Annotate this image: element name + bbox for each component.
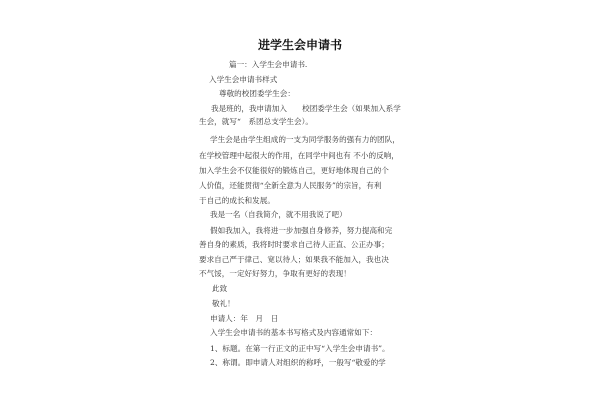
text-line: 入学生会申请书的基本书写格式及内容通常如下： (210, 328, 378, 337)
text-line: 篇一：入学生会申请书. (229, 60, 308, 69)
text-line: 要求自己严于律己、宽以待人；如果我不能加入，我也决 (199, 255, 389, 264)
text-line: 2、称谓。即申请人对组织的称呼，一般写“敬爱的学 (210, 358, 386, 367)
text-line: 假如我加入，我将进一步加强自身修养，努力提高和完 (210, 226, 393, 235)
text-line: 尊敬的校团委学生会： (219, 89, 295, 98)
text-line: 我是一名（自我简介，就不用我说了吧） (210, 210, 347, 219)
text-line: 善自身的素质，我将时时要求自己待人正直、公正办事； (199, 240, 389, 249)
text-line: 生会，就写“ 系团总支学生会）。 (199, 117, 313, 126)
text-line: 在学校管理中起很大的作用，在同学中间也有 不小的反响， (199, 151, 399, 160)
text-line: 入学生会申请书样式 (209, 75, 278, 84)
text-line: 加入学生会不仅能很好的锻炼自己，更好地体现自己的个 (199, 166, 389, 175)
text-line: 此致 (212, 284, 228, 293)
text-line: 申请人：年 月 日 (210, 314, 279, 323)
document-title: 进学生会申请书 (257, 38, 342, 52)
text-line: 学生会是由学生组成的一支为同学服务的强有力的团队， (210, 135, 400, 144)
text-line: 我是班的，我申请加入 校团委学生会（如果加入系学 (211, 104, 401, 113)
text-line: 敬礼！ (212, 299, 235, 308)
text-line: 1、标题。在第一行正文的正中写“入学生会申请书”。 (210, 344, 390, 353)
text-line: 不气馁，一定好好努力，争取有更好的表现！ (199, 269, 351, 278)
text-line: 于自己的成长和发展。 (199, 196, 275, 205)
text-line: 人价值，还能贯彻“全新全意为人民服务”的宗旨，有利 (199, 181, 382, 190)
